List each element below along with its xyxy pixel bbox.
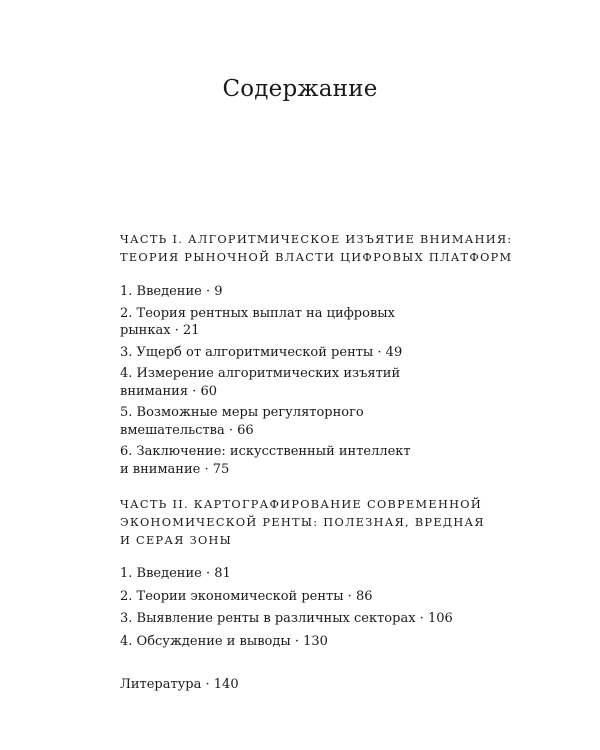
toc-entry-line: 5. Возможные меры регуляторного (120, 405, 364, 420)
table-of-contents (120, 231, 513, 694)
part-1-entries (120, 283, 480, 478)
toc-entry-line: 2. Теории экономической ренты · 86 (120, 588, 373, 604)
toc-entry[interactable] (120, 344, 480, 362)
toc-entry[interactable] (120, 588, 480, 606)
part-2 (120, 496, 485, 650)
part-heading-line: ЧАСТЬ II. КАРТОГРАФИРОВАНИЕ СОВРЕМЕННОЙ (120, 498, 482, 511)
toc-entry-line: 4. Обсуждение и выводы · 130 (120, 633, 328, 649)
toc-entry-line: 3. Ущерб от алгоритмической ренты · 49 (120, 344, 403, 360)
part-2-heading (120, 496, 485, 550)
toc-entry-line: и внимание · 75 (120, 461, 230, 477)
toc-entry-line: внимания · 60 (120, 383, 217, 399)
toc-entry[interactable] (120, 305, 480, 340)
page-title: Содержание (222, 76, 378, 102)
part-2-entries (120, 565, 480, 650)
toc-entry[interactable] (120, 404, 480, 439)
toc-entry-line: 4. Измерение алгоритмических изъятий (120, 366, 401, 381)
references-entry[interactable]: Литература · 140 (120, 677, 239, 692)
toc-entry-line: 3. Выявление ренты в различных секторах · 106 (120, 611, 453, 626)
toc-entry-line: рынках · 21 (120, 323, 200, 338)
toc-entry[interactable] (120, 565, 480, 583)
toc-entry[interactable] (120, 283, 480, 301)
toc-entry-line: вмешательства · 66 (120, 422, 254, 438)
toc-entry-line: 2. Теория рентных выплат на цифровых (120, 305, 395, 321)
part-1-heading (120, 231, 513, 267)
toc-entry[interactable] (120, 633, 480, 651)
toc-entry[interactable] (120, 443, 480, 478)
toc-entry[interactable] (120, 365, 480, 400)
toc-entry[interactable] (120, 610, 480, 628)
part-heading-line: ЧАСТЬ I. АЛГОРИТМИЧЕСКОЕ ИЗЪЯТИЕ ВНИМАНИЯ: (120, 233, 513, 246)
part-1 (120, 231, 513, 478)
toc-entry-line: 1. Введение · 9 (120, 284, 223, 299)
toc-entry-line: 6. Заключение: искусственный интеллект (120, 444, 411, 459)
part-heading-line: ТЕОРИЯ РЫНОЧНОЙ ВЛАСТИ ЦИФРОВЫХ ПЛАТФОРМ (120, 251, 513, 264)
toc-entry-line: 1. Введение · 81 (120, 566, 231, 581)
part-heading-line: ЭКОНОМИЧЕСКОЙ РЕНТЫ: ПОЛЕЗНАЯ, ВРЕДНАЯ (120, 516, 485, 529)
part-heading-line: И СЕРАЯ ЗОНЫ (120, 534, 233, 547)
